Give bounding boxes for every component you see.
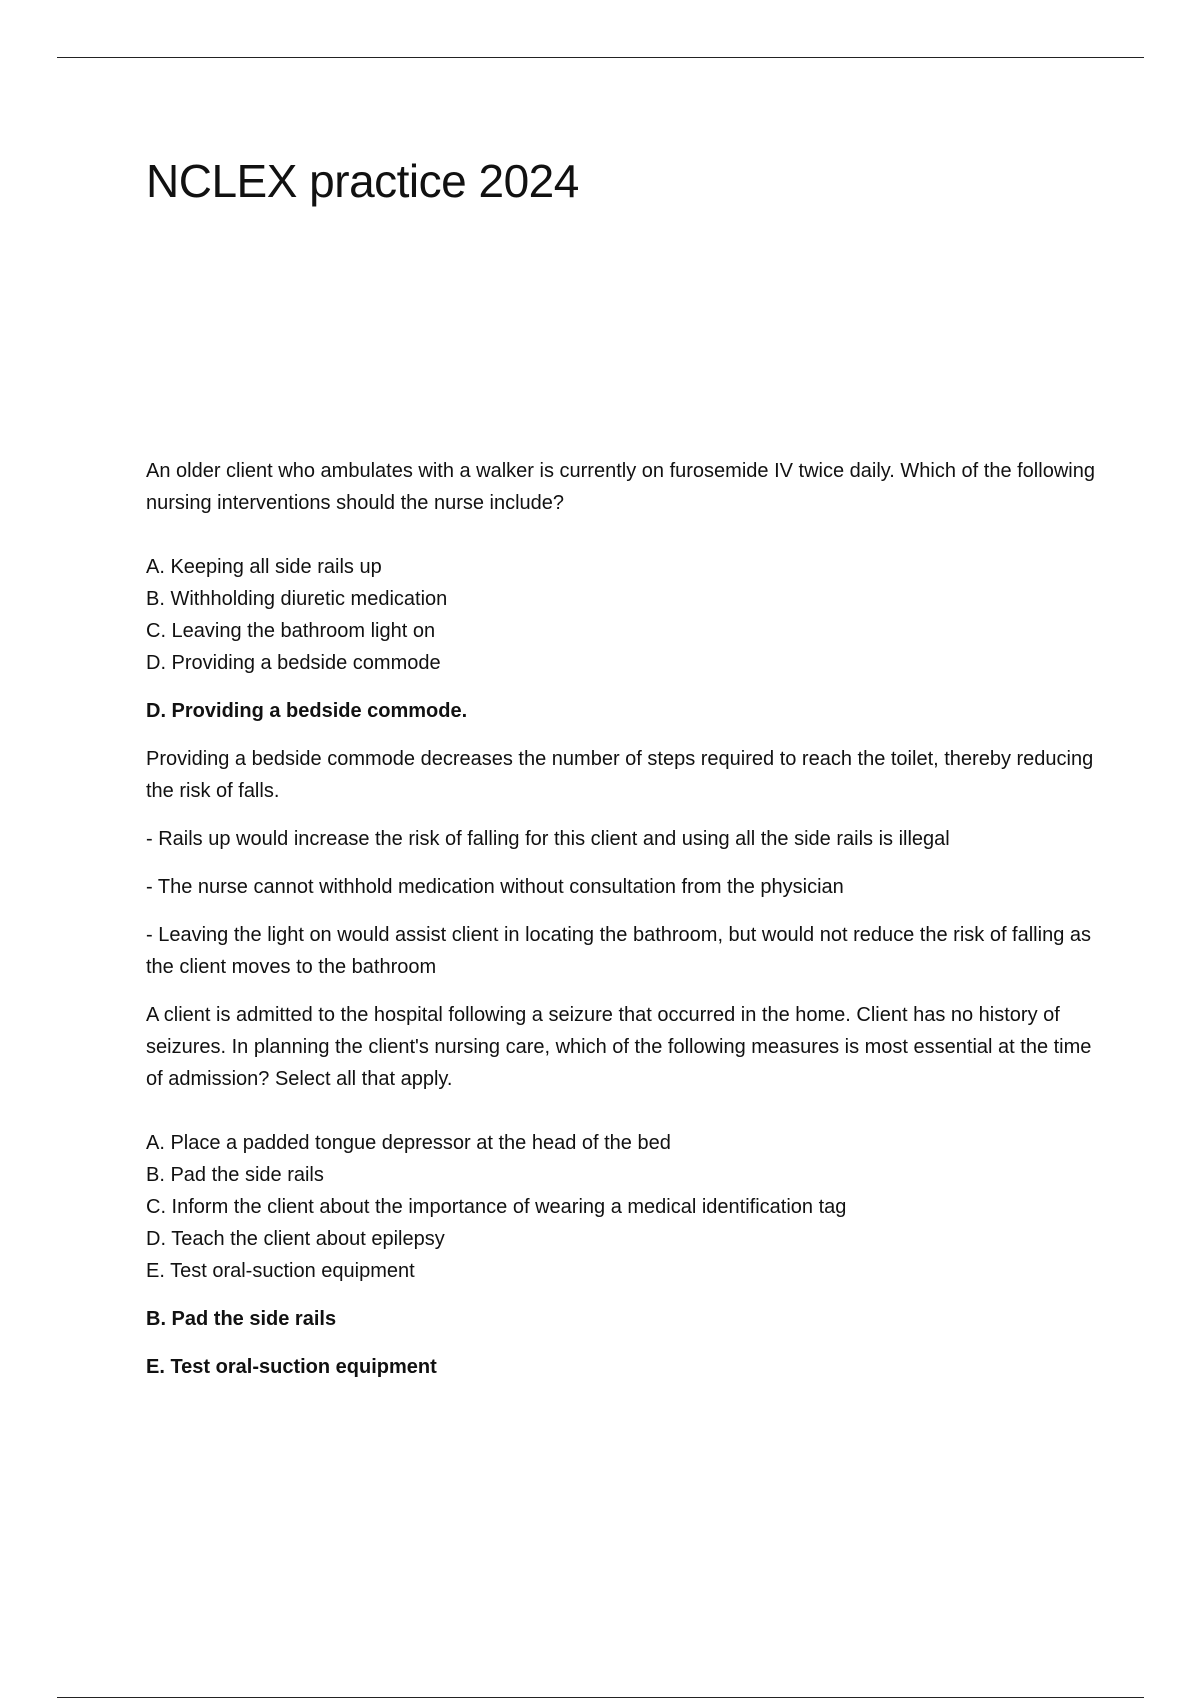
question-2-text: A client is admitted to the hospital following a seizure that occurred in the home. Client has no history of seizures. In planning the client's nursing care, which of the following measures is most essential at the time of admission? Select all that apply. xyxy=(146,1004,1092,1090)
bottom-rule xyxy=(57,1697,1144,1698)
option-c: C. Leaving the bathroom light on xyxy=(146,620,436,642)
spacer xyxy=(146,903,1096,919)
top-rule xyxy=(57,57,1144,58)
option-d: D. Teach the client about epilepsy xyxy=(146,1228,445,1250)
option-b: B. Withholding diuretic medication xyxy=(146,588,448,610)
question-1-rationale: Providing a bedside commode decreases the number of steps required to reach the toilet, thereby reducing the risk of falls. xyxy=(146,748,1094,802)
spacer xyxy=(146,1095,1096,1127)
document-body xyxy=(146,455,1096,1383)
distractor-explanation: - Leaving the light on would assist client in locating the bathroom, but would not reduce the risk of falling as the client moves to the bathroom xyxy=(146,924,1091,978)
spacer xyxy=(146,983,1096,999)
question-2-options xyxy=(146,1127,1096,1287)
option-a: A. Place a padded tongue depressor at the head of the bed xyxy=(146,1132,671,1154)
spacer xyxy=(146,1335,1096,1351)
option-c: C. Inform the client about the importance of wearing a medical identification tag xyxy=(146,1196,847,1218)
spacer xyxy=(146,1287,1096,1303)
option-e: E. Test oral-suction equipment xyxy=(146,1260,415,1282)
question-2-answer: E. Test oral-suction equipment xyxy=(146,1356,437,1378)
question-2-answer: B. Pad the side rails xyxy=(146,1308,337,1330)
option-a: A. Keeping all side rails up xyxy=(146,556,382,578)
document-title: NCLEX practice 2024 xyxy=(146,155,579,207)
distractor-explanation: - Rails up would increase the risk of falling for this client and using all the side rails is illegal xyxy=(146,828,950,850)
spacer xyxy=(146,855,1096,871)
distractor-explanation: - The nurse cannot withhold medication without consultation from the physician xyxy=(146,876,844,898)
question-1-text: An older client who ambulates with a walker is currently on furosemide IV twice daily. Which of the following nursing interventions should the nurse include? xyxy=(146,460,1095,514)
question-1-answer: D. Providing a bedside commode. xyxy=(146,700,468,722)
spacer xyxy=(146,727,1096,743)
option-d: D. Providing a bedside commode xyxy=(146,652,441,674)
question-1-options xyxy=(146,551,1096,679)
spacer xyxy=(146,679,1096,695)
spacer xyxy=(146,807,1096,823)
spacer xyxy=(146,519,1096,551)
option-b: B. Pad the side rails xyxy=(146,1164,324,1186)
